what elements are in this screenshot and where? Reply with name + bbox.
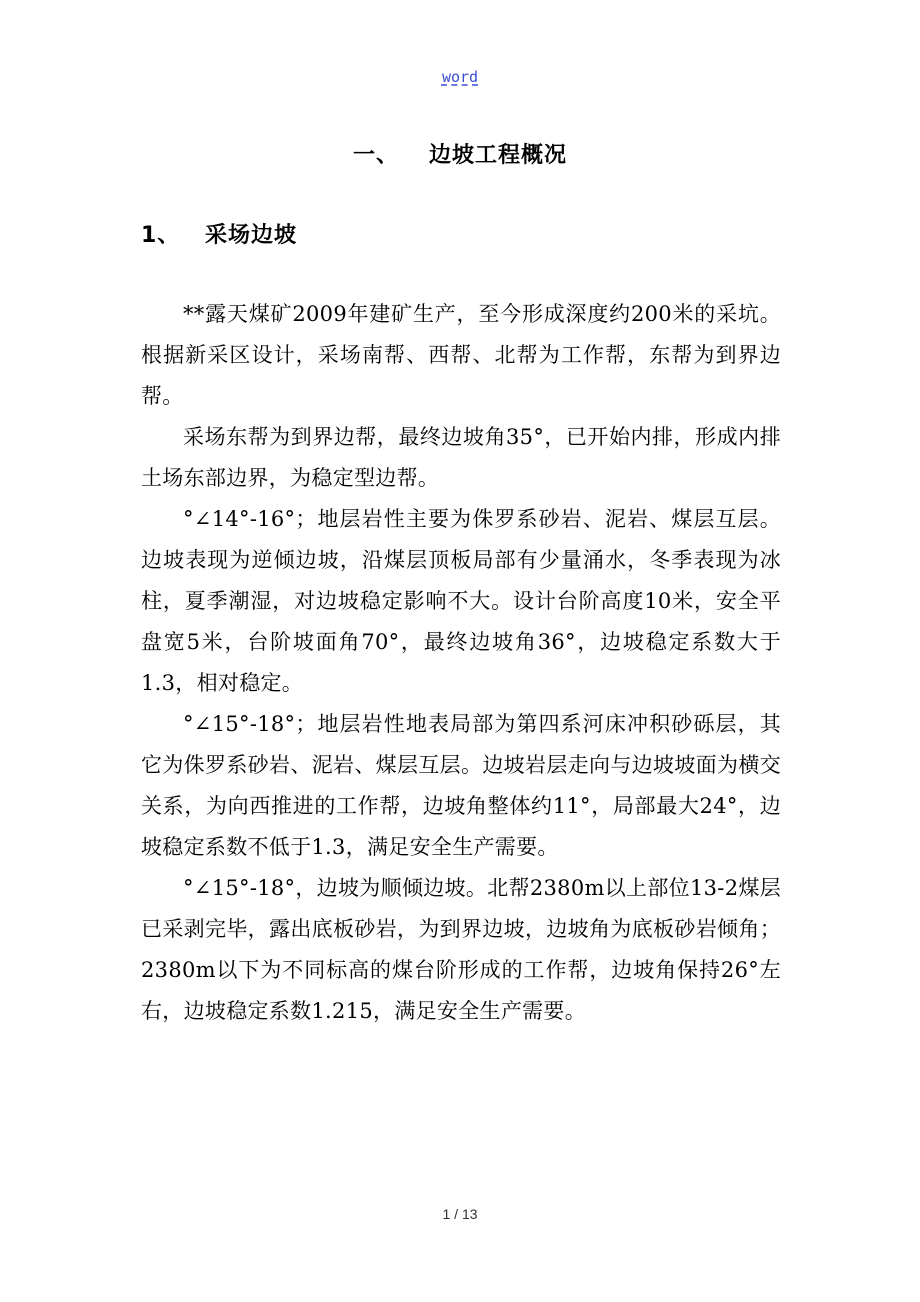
- chapter-heading: [0, 138, 920, 169]
- paragraph-4: °∠15°-18°；地层岩性地表局部为第四系河床冲积砂砾层，其它为侏罗系砂岩、泥岩、煤层互层。边坡岩层走向与边坡坡面为横交关系，为向西推进的工作帮，边坡角整体约11°，局部最大24°，边坡稳定系数不低于1.3，满足安全生产需要。: [141, 712, 781, 859]
- section-title: 采场边坡: [205, 223, 298, 248]
- chapter-title: 边坡工程概况: [429, 143, 568, 168]
- body-text: [141, 294, 781, 1032]
- paragraph-3: °∠14°-16°；地层岩性主要为侏罗系砂岩、泥岩、煤层互层。边坡表现为逆倾边坡，沿煤层顶板局部有少量涌水，冬季表现为冰柱，夏季潮湿，对边坡稳定影响不大。设计台阶高度10米，安全平盘宽5米，台阶坡面角70°，最终边坡角36°，边坡稳定系数大于1.3，相对稳定。: [141, 507, 781, 695]
- chapter-number: 一、: [352, 143, 399, 168]
- section-number: 1、: [141, 223, 181, 248]
- header-word-link-text[interactable]: word: [441, 68, 479, 86]
- page-number: 1 / 13: [442, 1206, 478, 1222]
- paragraph-5: °∠15°-18°，边坡为顺倾边坡。北帮2380m以上部位13-2煤层已采剥完毕，露出底板砂岩，为到界边坡，边坡角为底板砂岩倾角；2380m以下为不同标高的煤台阶形成的工作帮，边坡角保持26°左右，边坡稳定系数1.215，满足安全生产需要。: [141, 876, 781, 1023]
- paragraph-1: **露天煤矿2009年建矿生产，至今形成深度约200米的采坑。根据新采区设计，采场南帮、西帮、北帮为工作帮，东帮为到界边帮。: [141, 302, 781, 408]
- header-word-link[interactable]: [0, 68, 920, 86]
- section-heading: [141, 218, 297, 249]
- paragraph-2: 采场东帮为到界边帮，最终边坡角35°，已开始内排，形成内排土场东部边界，为稳定型边帮。: [141, 425, 781, 490]
